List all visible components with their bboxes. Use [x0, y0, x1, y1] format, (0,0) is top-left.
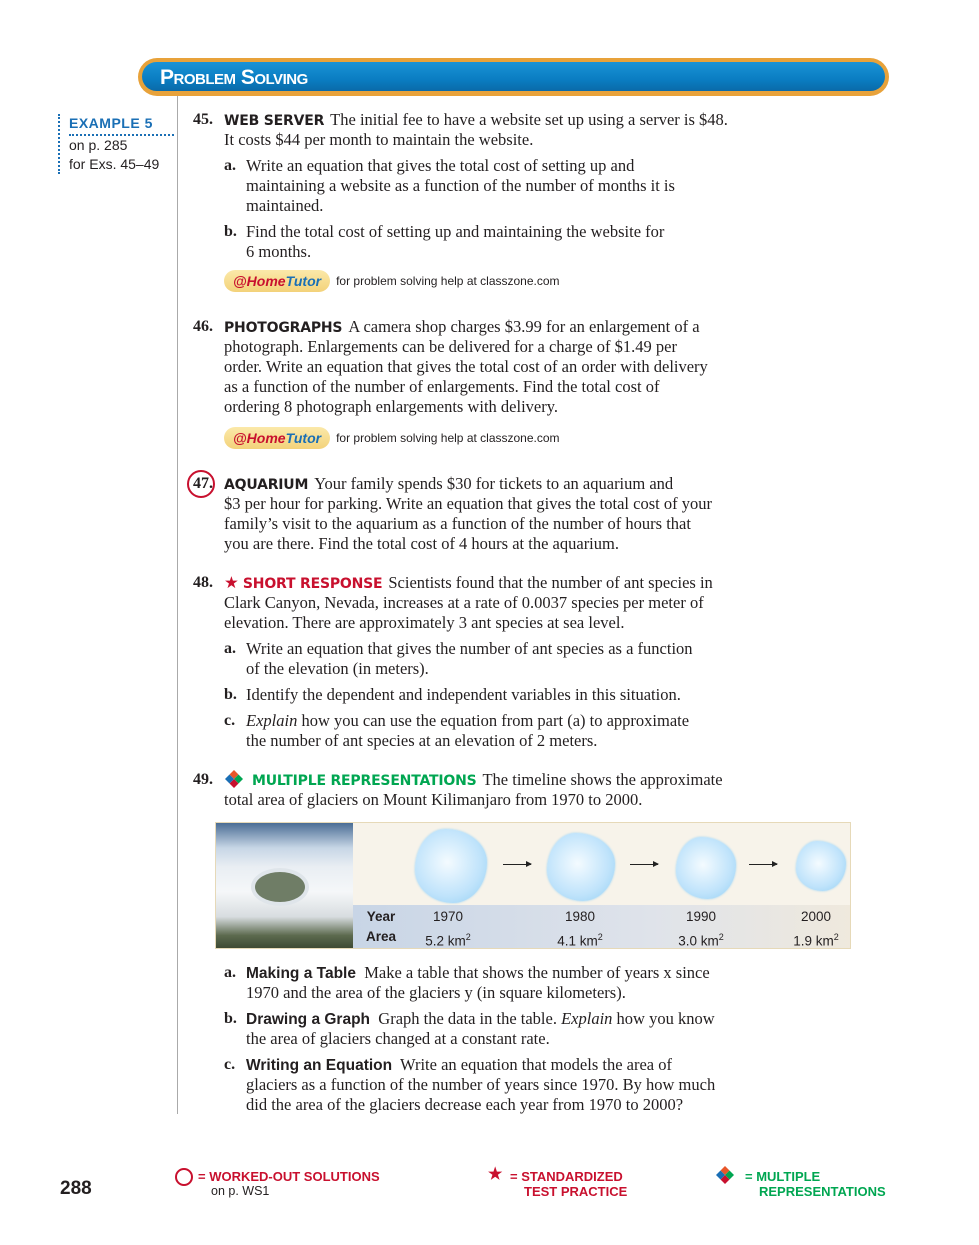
legend-test-practice: TEST PRACTICE [524, 1184, 628, 1199]
problem-47-line: AQUARIUM Your family spends $30 for tickets to an aquarium and [224, 474, 674, 493]
problem-number: 47. [193, 475, 213, 492]
hometutor-link[interactable] [224, 427, 560, 449]
multiple-representations-icon [225, 770, 243, 788]
problem-number: 46. [193, 318, 213, 335]
part-text: glaciers as a function of the number of years since 1970. By how much [246, 1075, 716, 1094]
problem-46-line: as a function of the number of enlargements. Find the total cost of [224, 377, 660, 396]
problem-46-line: PHOTOGRAPHS A camera shop charges $3.99 for an enlargement of a [224, 317, 700, 336]
problem-45-line: WEB SERVER The initial fee to have a website set up using a server is $48. [224, 110, 728, 129]
part-text: Write an equation that gives the total cost of setting up and [246, 156, 635, 175]
part-text: maintaining a website as a function of the number of months it is [246, 176, 675, 195]
part-text: the area of glaciers changed at a constant rate. [246, 1029, 550, 1048]
legend-representations: REPRESENTATIONS [759, 1184, 886, 1199]
hometutor-link[interactable] [224, 270, 560, 292]
problem-46-line: ordering 8 photograph enlargements with delivery. [224, 397, 559, 416]
part-label: a. [224, 640, 236, 657]
part-label: a. [224, 157, 236, 174]
hometutor-logo: @HomeTutor [224, 270, 330, 292]
part-text: Writing an Equation Write an equation that models the area of [246, 1055, 672, 1074]
problem-48-line: Clark Canyon, Nevada, increases at a rate of 0.0037 species per meter of [224, 593, 704, 612]
glacier-shape-1970 [415, 829, 487, 903]
hometutor-logo: @HomeTutor [224, 427, 330, 449]
star-icon: ★ [488, 1166, 503, 1183]
part-label: b. [224, 686, 237, 703]
glacier-shape-1980 [547, 833, 615, 901]
glacier-shape-1990 [676, 837, 736, 899]
part-text: of the elevation (in meters). [246, 659, 429, 678]
year-value: 1970 [432, 909, 464, 924]
year-value: 2000 [800, 909, 832, 924]
problem-number: 49. [193, 771, 213, 788]
problem-47-line: $3 per hour for parking. Write an equation that gives the total cost of your [224, 494, 712, 513]
problem-45-line: It costs $44 per month to maintain the website. [224, 130, 534, 149]
worked-out-circle-icon [175, 1168, 193, 1186]
legend-worked-out: = WORKED-OUT SOLUTIONS [198, 1169, 380, 1184]
part-text: the number of ant species at an elevation of 2 meters. [246, 731, 598, 750]
year-label: Year [366, 909, 396, 924]
area-value: 1.9 $km^2$ [793, 932, 839, 949]
part-text: did the area of the glaciers decrease each year from 1970 to 2000? [246, 1095, 684, 1114]
arrow-icon [503, 864, 531, 865]
section-banner [138, 58, 889, 96]
divider [177, 96, 178, 1114]
part-text: Write an equation that gives the number of ant species as a function [246, 639, 693, 658]
part-label: a. [224, 964, 236, 981]
hometutor-text: for problem solving help at classzone.com [336, 274, 560, 288]
example-title: EXAMPLE 5 [69, 114, 174, 136]
legend-multiple: = MULTIPLE [745, 1169, 821, 1184]
problem-48-line: ★ SHORT RESPONSE Scientists found that the number of ant species in [224, 573, 713, 592]
hometutor-text: for problem solving help at classzone.com [336, 431, 560, 445]
problem-48-line: elevation. There are approximately 3 ant species at sea level. [224, 613, 625, 632]
year-value: 1990 [685, 909, 717, 924]
part-text: 1970 and the area of the glaciers y (in square kilometers). [246, 983, 626, 1002]
page-number: 288 [60, 1178, 92, 1199]
glacier-shape-2000 [796, 841, 846, 891]
year-value: 1980 [564, 909, 596, 924]
area-label: Area [365, 929, 397, 944]
area-value: 3.0 $km^2$ [678, 932, 724, 949]
example-reference[interactable] [58, 114, 174, 174]
part-text: Drawing a Graph Graph the data in the table. Explain how you know [246, 1009, 715, 1028]
problem-49-line: total area of glaciers on Mount Kilimanjaro from 1970 to 2000. [224, 790, 643, 809]
problem-46-line: photograph. Enlargements can be delivered for a charge of $1.49 per [224, 337, 677, 356]
legend-worked-out-page: on p. WS1 [211, 1184, 270, 1198]
part-text: Find the total cost of setting up and maintaining the website for [246, 222, 665, 241]
part-text: maintained. [246, 196, 324, 215]
example-page: on p. 285 [69, 137, 128, 153]
area-value: 4.1 $km^2$ [557, 932, 603, 949]
glacier-timeline [215, 822, 851, 949]
problem-47-line: you are there. Find the total cost of 4 hours at the aquarium. [224, 534, 619, 553]
example-exercises: for Exs. 45–49 [69, 156, 160, 172]
area-value: 5.2 $km^2$ [425, 932, 471, 949]
legend-standardized: = STANDARDIZED [510, 1169, 623, 1184]
problem-49-line: MULTIPLE REPRESENTATIONS The timeline shows the approximate [252, 770, 723, 789]
section-title: Problem Solving [160, 66, 308, 89]
part-text: 6 months. [246, 242, 312, 261]
arrow-icon [630, 864, 658, 865]
part-label: c. [224, 1056, 236, 1073]
part-text: Making a Table Make a table that shows the number of years x since [246, 963, 710, 982]
arrow-icon [749, 864, 777, 865]
part-label: b. [224, 1010, 237, 1027]
part-label: b. [224, 223, 237, 240]
star-icon: ★ [224, 573, 239, 592]
problem-number: 45. [193, 111, 213, 128]
problem-number: 48. [193, 574, 213, 591]
problem-47-line: family’s visit to the aquarium as a function of the number of hours that [224, 514, 691, 533]
part-text: Explain how you can use the equation from part (a) to approximate [246, 711, 690, 730]
multiple-representations-icon [716, 1166, 734, 1184]
problem-lead: WEB SERVER [224, 113, 325, 129]
part-text: Identify the dependent and independent variables in this situation. [246, 685, 681, 704]
part-label: c. [224, 712, 236, 729]
kilimanjaro-photo [216, 823, 353, 948]
problem-46-line: order. Write an equation that gives the total cost of an order with delivery [224, 357, 708, 376]
